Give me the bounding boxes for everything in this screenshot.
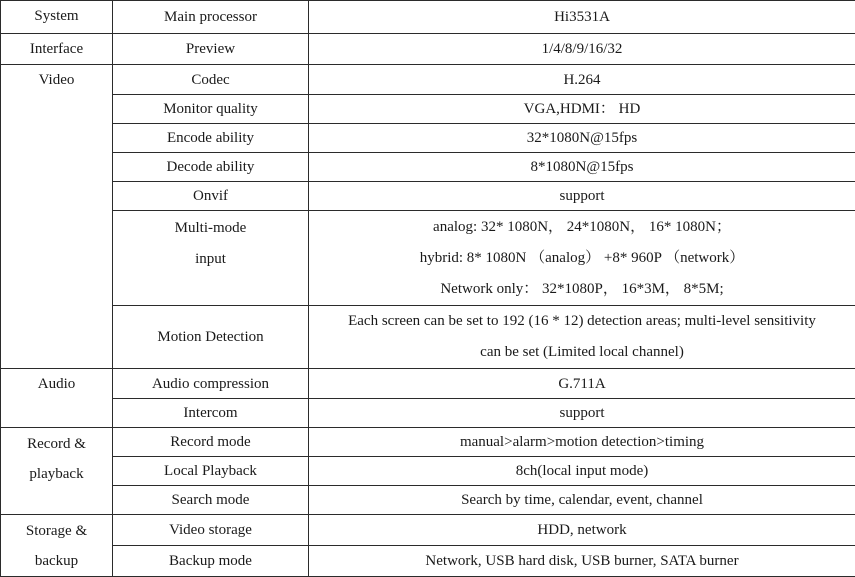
item-monitor-quality: Monitor quality [113, 95, 309, 124]
table-row [1, 369, 855, 399]
value-monitor-quality: VGA,HDMI： HD [309, 95, 855, 124]
value-audio-compression: G.711A [309, 369, 855, 399]
category-line: Record & [5, 429, 108, 459]
item-encode-ability: Encode ability [113, 124, 309, 153]
item-record-mode: Record mode [113, 428, 309, 457]
category-system: System [1, 1, 113, 34]
value-encode-ability: 32*1080N@15fps [309, 124, 855, 153]
category-line: backup [5, 546, 108, 576]
item-search-mode: Search mode [113, 486, 309, 515]
item-preview: Preview [113, 34, 309, 65]
value-onvif: support [309, 182, 855, 211]
table-row [1, 1, 855, 34]
item-multi-mode-input [113, 211, 309, 306]
item-line: Multi-mode [117, 213, 304, 244]
value-multi-mode-input [309, 211, 855, 306]
value-record-mode: manual>alarm>motion detection>timing [309, 428, 855, 457]
item-onvif: Onvif [113, 182, 309, 211]
item-local-playback: Local Playback [113, 457, 309, 486]
item-decode-ability: Decode ability [113, 153, 309, 182]
value-line: Network only： 32*1080P， 16*3M， 8*5M; [313, 274, 851, 305]
value-line: hybrid: 8* 1080N （analog） +8* 960P （network） [313, 243, 851, 274]
table-row [1, 211, 855, 306]
item-intercom: Intercom [113, 399, 309, 428]
value-line: can be set (Limited local channel) [313, 337, 851, 368]
table-row [1, 486, 855, 515]
table-row [1, 65, 855, 95]
item-backup-mode: Backup mode [113, 546, 309, 577]
value-video-storage: HDD, network [309, 515, 855, 546]
table-row [1, 95, 855, 124]
table-row [1, 34, 855, 65]
value-decode-ability: 8*1080N@15fps [309, 153, 855, 182]
category-video: Video [1, 65, 113, 369]
value-line: Each screen can be set to 192 (16 * 12) detection areas; multi-level sensitivity [313, 306, 851, 337]
value-line: analog: 32* 1080N， 24*1080N， 16* 1080N； [313, 212, 851, 243]
table-row [1, 182, 855, 211]
item-motion-detection: Motion Detection [113, 306, 309, 369]
value-local-playback: 8ch(local input mode) [309, 457, 855, 486]
category-line: playback [5, 459, 108, 489]
category-line: Storage & [5, 516, 108, 546]
table-row [1, 515, 855, 546]
item-audio-compression: Audio compression [113, 369, 309, 399]
table-row [1, 124, 855, 153]
category-record-playback [1, 428, 113, 515]
item-codec: Codec [113, 65, 309, 95]
category-audio: Audio [1, 369, 113, 428]
value-preview: 1/4/8/9/16/32 [309, 34, 855, 65]
table-row [1, 457, 855, 486]
table-row [1, 546, 855, 577]
table-row [1, 306, 855, 369]
table-row [1, 428, 855, 457]
item-line: input [117, 244, 304, 275]
value-backup-mode: Network, USB hard disk, USB burner, SATA burner [309, 546, 855, 577]
value-intercom: support [309, 399, 855, 428]
table-row [1, 399, 855, 428]
value-codec: H.264 [309, 65, 855, 95]
value-motion-detection [309, 306, 855, 369]
category-storage-backup [1, 515, 113, 577]
value-main-processor: Hi3531A [309, 1, 855, 34]
table-row [1, 153, 855, 182]
value-search-mode: Search by time, calendar, event, channel [309, 486, 855, 515]
item-main-processor: Main processor [113, 1, 309, 34]
item-video-storage: Video storage [113, 515, 309, 546]
category-interface: Interface [1, 34, 113, 65]
